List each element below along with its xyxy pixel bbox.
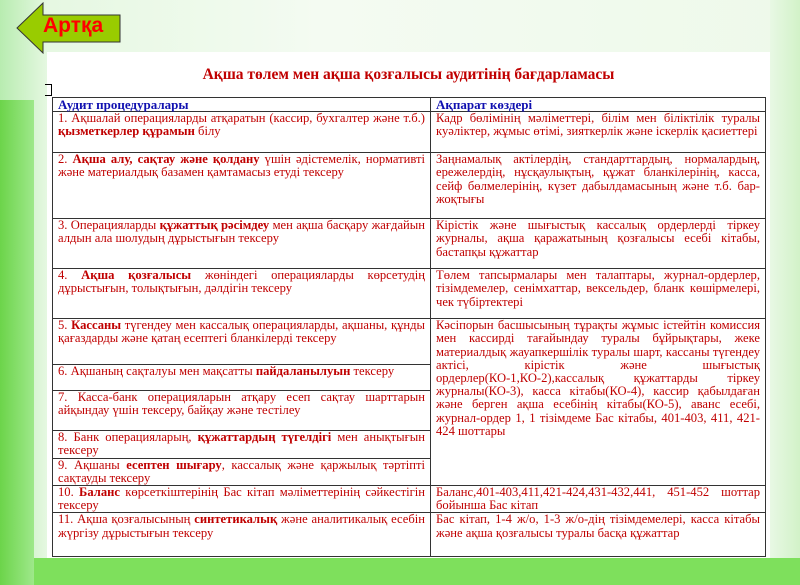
procedure-text-pre: 3. Операцияларды [58,218,160,233]
procedure-text-pre: 11. Ақша қозғалысының [58,512,195,527]
bracket-marker [45,84,52,96]
decorative-side-bar [770,0,800,585]
procedure-cell [53,319,431,365]
procedure-text-post: жөніндегі операцияларды көрсетудің дұрыстығын, толықтығын, дәлдігін тексеру [58,268,425,296]
source-cell: Кәсіпорын басшысының тұрақты жұмыс істейтін комиссия мен кассирді тағайындау туралы бұйрықтары, жеке материалдық жауапкершілік туралы шарт, кассаны түгендеу актісі, кірістік және шығыстық ордерлер(КО-1,КО-2),кассалық құжаттарды тіркеу журналы(КО-3), касса кітабы(КО-4), кассир қабылдаған және берген ақша есебінің кітабы(КО-5), аванс есебі, журнал-ордер 1, 1 тізімдеме Бас кітабы, 401-403, 411, 421-424 шоттары [431,319,766,486]
procedure-cell [53,486,431,513]
procedure-cell [53,458,431,485]
procedure-text-bold: Ақша қозғалысы [81,268,192,283]
procedure-text-post: білу [194,124,221,139]
procedure-text-pre: 10. [58,485,80,500]
source-cell: Заңнамалық актілердің, стандарттардың, нормалардың, ережелердің, нұсқаулықтың, құжат бланкілерінің, касса, сейф бөлмелерінің, күзет дабылдамасының және т.б. бар-жоқтығы [431,153,766,219]
procedure-cell [53,513,431,557]
source-cell: Төлем тапсырмалары мен талаптары, журнал-ордерлер, тізімдемелер, сенімхаттар, вексельдер, бланк көшірмелері, чек түбіртектері [431,269,766,319]
procedure-text-pre: 9. Ақшаны [58,457,127,472]
procedure-text-post: үшін әдістемелік, нормативті және материалдық базамен қамтамасыз етуді тексеру [58,152,426,180]
procedure-text-bold: құжаттық рәсімдеу [159,218,270,233]
procedure-text-bold: Ақша алу, сақтау және қолдану [72,152,260,167]
decorative-bottom-bar [34,558,800,585]
procedure-cell [53,219,431,269]
procedure-text-bold: пайдаланылуын [255,364,351,379]
procedure-text-post: мен анықтығын тексеру [58,430,426,458]
header-procedures: Аудит процедуралары [53,98,431,112]
procedure-cell [53,112,431,153]
procedure-text-post: және аналитикалық есебін жүргізу дұрыстығын тексеру [58,512,425,540]
procedure-cell [53,365,431,391]
procedure-text-bold: синтетикалық [194,512,278,527]
procedure-text-post: , кассалық және қаржылық тәртіпті сақтауды тексеру [58,457,425,485]
procedure-text-pre: 4. [58,268,82,283]
procedure-text-bold: есептен шығару [126,457,222,472]
procedure-text-pre: 2. [58,152,73,167]
procedure-text-pre: 5. [58,318,72,333]
procedure-cell [53,153,431,219]
procedure-cell [53,269,431,319]
procedure-text-pre: 8. Банк операцияларың, [58,430,198,445]
source-cell: Кірістік және шығыстық кассалық ордерлерді тіркеу журналы, ақша қаражатының қозғалысы есебі кітабы, бастапқы құжаттар [431,219,766,269]
procedure-text-pre: 7. Касса-банк операцияларын атқару есеп сақтау шарттарын айқындау үшін тексеру, байқау және тестілеу [58,390,425,418]
procedure-text-bold: қызметкерлер құрамын [58,124,195,139]
header-sources: Ақпарат көздері [431,98,766,112]
audit-program-table [52,97,766,557]
source-cell: Кадр бөлімінің мәліметтері, білім мен біліктілік туралы куәліктер, жұмыс өтімі, зияткерлік және іскерлік қасиеттері [431,112,766,153]
slide [47,52,770,558]
back-button[interactable] [16,2,122,54]
procedure-text-bold: құжаттардың түгелдігі [197,430,332,445]
procedure-text-post: түгендеу мен кассалық операцияларды, ақшаны, құнды қағаздарды және қатаң есептегі бланкілерді тексеру [58,318,425,346]
back-label: Артқа [43,14,104,37]
source-cell: Баланс,401-403,411,421-424,431-432,441, 451-452 шоттар бойынша Бас кітап [431,486,766,513]
procedure-text-pre: 6. Ақшаның сақталуы мен мақсатты [58,364,256,379]
decorative-green-bar [0,100,34,585]
procedure-text-bold: Баланс [79,485,120,500]
procedure-cell [53,391,431,431]
source-cell: Бас кітап, 1-4 ж/о, 1-3 ж/о-дің тізімдемелері, касса кітабы және ақша қозғалысы туралы басқа құжаттар [431,513,766,557]
procedure-text-bold: Кассаны [71,318,122,333]
procedure-text-pre: 1. Ақшалай операцияларды атқаратын (кассир, бухгалтер және т.б.) [58,111,425,126]
page-title: Ақша төлем мен ақша қозғалысы аудитінің бағдарламасы [202,66,615,83]
procedure-text-post: тексеру [350,364,395,379]
procedure-text-post: көрсеткіштерінің Бас кітап мәліметтерінің сәйкестігін тексеру [58,485,425,513]
procedure-text-post: мен ақша басқару жағдайын алдын ала шолудың дұрыстығын тексеру [58,218,425,246]
procedure-cell [53,431,431,458]
